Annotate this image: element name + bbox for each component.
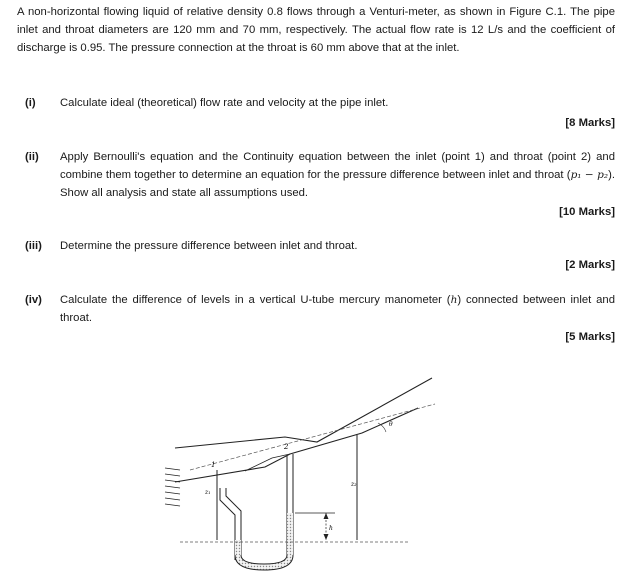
- h-arrow-down: [324, 534, 329, 540]
- flow-arrows: [165, 468, 180, 506]
- point1-label: 1: [211, 461, 216, 469]
- theta-label: θ: [389, 421, 393, 428]
- pipe-throat-contour: [245, 454, 290, 471]
- venturi-meter-figure: [160, 370, 460, 580]
- pressure-difference-symbol: p₁ − p₂: [570, 169, 609, 181]
- question-text: Determine the pressure difference between inlet and throat.: [60, 240, 358, 252]
- h-label: h: [329, 525, 333, 532]
- question-text-part: ). Show all analysis and state all assumptions used.: [60, 169, 615, 199]
- manometer-mercury: [235, 513, 293, 570]
- question-ii: [17, 148, 615, 218]
- manometer-u-bend-inner: [241, 555, 287, 564]
- z1-label: z₁: [205, 489, 211, 496]
- question-number: (iii): [25, 240, 42, 252]
- pipe-upper-wall: [175, 378, 432, 448]
- question-text-part: ) connected between inlet and throat.: [60, 294, 615, 324]
- question-number: (ii): [25, 151, 39, 163]
- problem-intro: A non-horizontal flowing liquid of relative density 0.8 flows through a Venturi-meter, as shown in Figure C.1. The pipe inlet and throat diameters are 120 mm and 70 mm, respectively. The actual flow rate is 12 L/s and the coefficient of discharge is 0.95. The pressure connection at the throat is 60 mm above that at the inlet.: [17, 6, 615, 54]
- question-marks: [8 Marks]: [565, 117, 615, 129]
- question-iv: [17, 291, 615, 347]
- question-marks: [5 Marks]: [565, 331, 615, 343]
- pipe-lower-wall: [175, 408, 418, 482]
- question-number: (iv): [25, 294, 42, 306]
- question-text-part: Apply Bernoulli's equation and the Continuity equation between the inlet (point 1) and throat (point 2) and combine them together to determine an equation for the pressure difference between inlet and throat (: [60, 151, 615, 181]
- question-iii: [17, 237, 615, 277]
- manometer-left-limb: [220, 488, 235, 560]
- z2-label: z₂: [351, 481, 357, 488]
- question-text: [60, 148, 615, 202]
- question-text: Calculate ideal (theoretical) flow rate and velocity at the pipe inlet.: [60, 97, 389, 109]
- question-marks: [10 Marks]: [559, 206, 615, 218]
- question-text: [60, 291, 615, 327]
- question-number: (i): [25, 97, 36, 109]
- h-arrow-up: [324, 513, 329, 519]
- point2-label: 2: [284, 443, 289, 451]
- question-marks: [2 Marks]: [565, 259, 615, 271]
- manometer-height-symbol: h: [450, 294, 458, 306]
- question-text-part: Calculate the difference of levels in a vertical U-tube mercury manometer (: [60, 294, 451, 306]
- question-i: [17, 94, 615, 134]
- pipe-centreline: [190, 404, 435, 470]
